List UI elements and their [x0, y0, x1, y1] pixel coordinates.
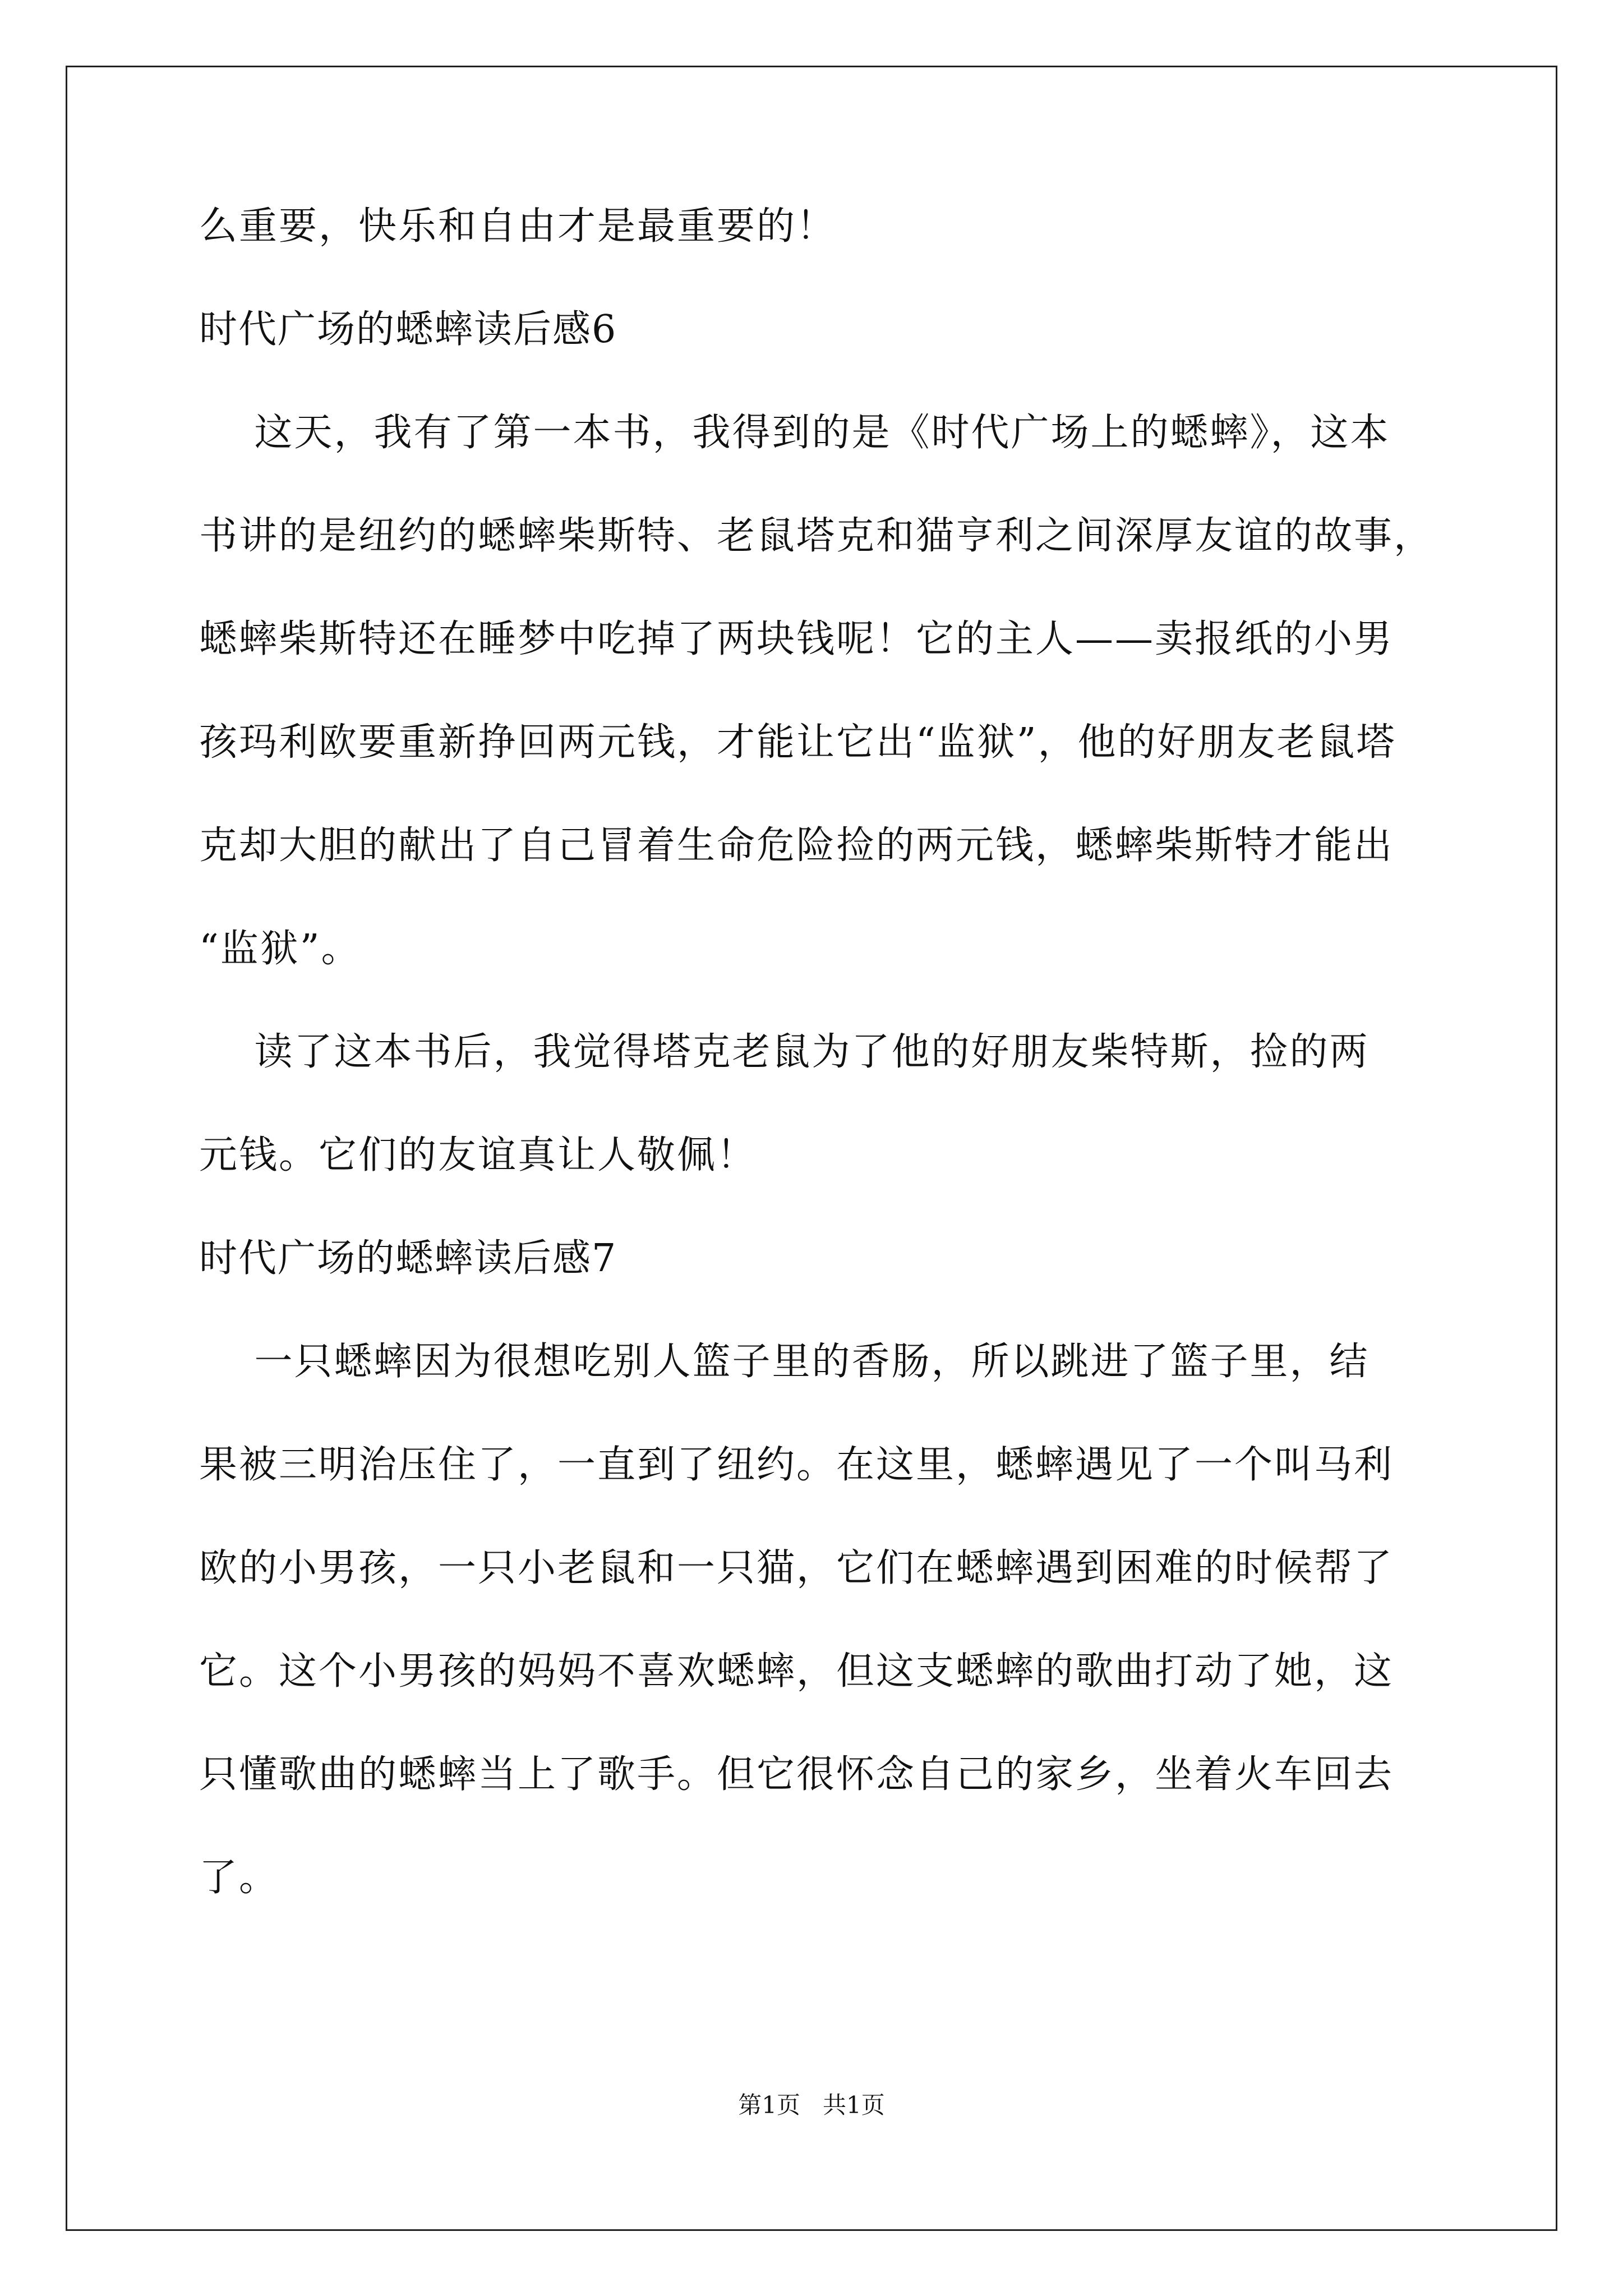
page-footer: [0, 2093, 1623, 2117]
text-line: 欧的小男孩，一只小老鼠和一只猫，它们在蟋蟀遇到困难的时候帮了: [199, 1546, 1394, 1590]
text-line: 一只蟋蟀因为很想吃别人篮子里的香肠，所以跳进了篮子里，结: [199, 1340, 1370, 1384]
section-heading: 时代广场的蟋蟀读后感6: [199, 307, 617, 352]
text-line: 克却大胆的献出了自己冒着生命危险捡的两元钱，蟋蟀柴斯特才能出: [199, 823, 1394, 868]
text-line: 孩玛利欧要重新挣回两元钱，才能让它出“监狱”，他的好朋友老鼠塔: [199, 720, 1396, 765]
text-line: 了。: [199, 1856, 279, 1900]
text-line: 蟋蟀柴斯特还在睡梦中吃掉了两块钱呢！它的主人——卖报纸的小男: [199, 617, 1394, 661]
text-line: 读了这本书后，我觉得塔克老鼠为了他的好朋友柴特斯，捡的两: [199, 1030, 1370, 1074]
document-body: [199, 204, 1444, 1962]
page-number: 第1页: [738, 2091, 800, 2119]
text-line: 这天，我有了第一本书，我得到的是《时代广场上的蟋蟀》，这本: [199, 411, 1390, 455]
section-heading: 时代广场的蟋蟀读后感7: [199, 1236, 617, 1281]
text-line: “监狱”。: [199, 927, 361, 971]
text-line: 书讲的是纽约的蟋蟀柴斯特、老鼠塔克和猫亨利之间深厚友谊的故事，: [199, 514, 1434, 558]
page-total: 共1页: [823, 2091, 885, 2119]
text-line: 元钱。它们的友谊真让人敬佩！: [199, 1133, 757, 1177]
text-line: 它。这个小男孩的妈妈不喜欢蟋蟀，但这支蟋蟀的歌曲打动了她，这: [199, 1649, 1394, 1694]
text-line: 果被三明治压住了，一直到了纽约。在这里，蟋蟀遇见了一个叫马利: [199, 1443, 1394, 1487]
text-line: 么重要，快乐和自由才是最重要的！: [199, 204, 837, 249]
text-line: 只懂歌曲的蟋蟀当上了歌手。但它很怀念自己的家乡，坐着火车回去: [199, 1752, 1394, 1797]
